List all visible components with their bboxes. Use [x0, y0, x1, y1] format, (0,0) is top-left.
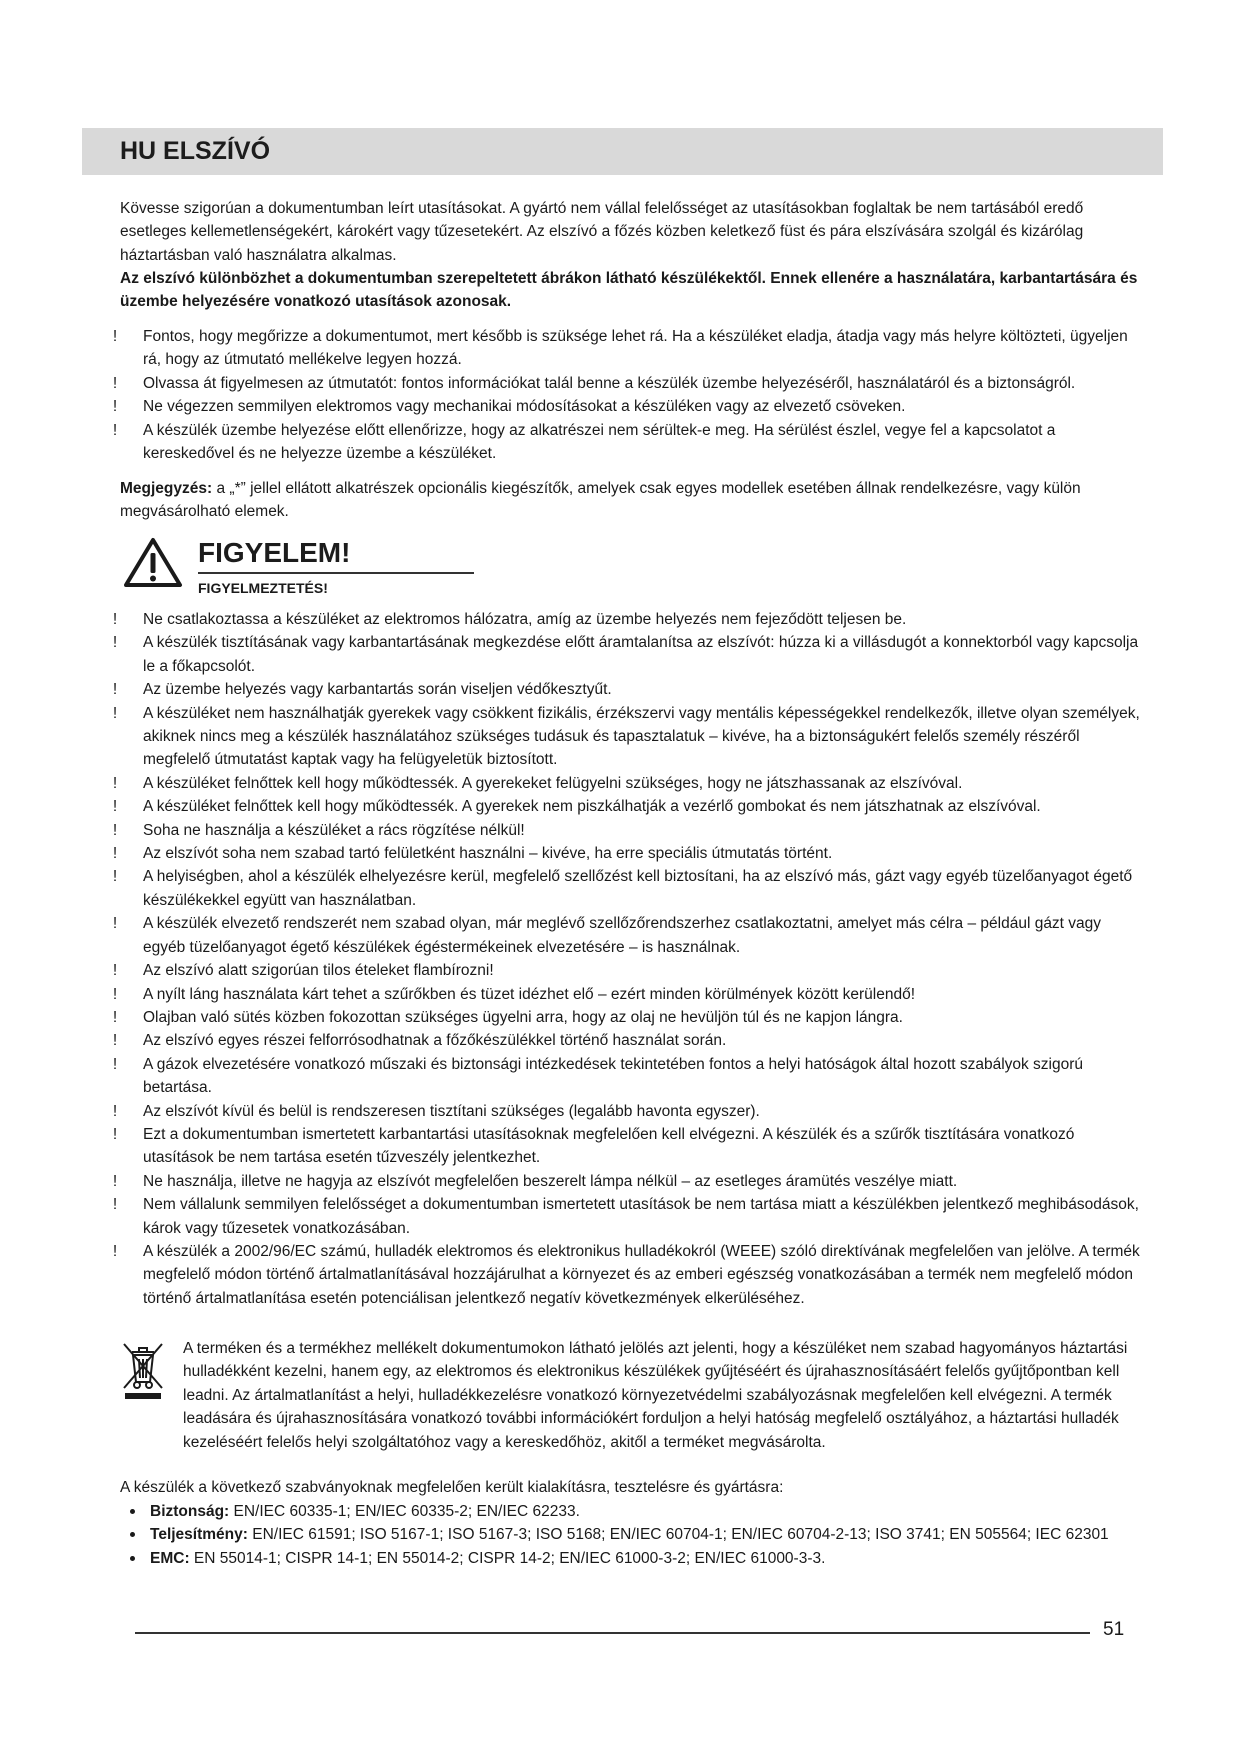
list-item: [105, 678, 1145, 701]
list-item-text: Soha ne használja a készüléket a rács rögzítése nélkül!: [143, 821, 525, 839]
bullet-mark: !: [112, 634, 118, 652]
intro-paragraph: Kövesse szigorúan a dokumentumban leírt utasításokat. A gyártó nem vállal felelősséget az utasításokban foglaltak be nem tartásából eredő esetleges kellemetlenségekért, károkért vagy tűzesetekért. Az elszívó a főzés közben keletkező füst és pára elszívására szolgál és kizárólag háztartásban való használatra alkalmas.: [120, 200, 1084, 264]
bold-notice: Az elszívó különbözhet a dokumentumban szerepeltetett ábrákon látható készülékektől. Ennek ellenére a használatára, karbantartására és üzembe helyezésére vonatkozó utasítások azonosak.: [120, 270, 1138, 311]
list-item: [105, 1100, 1145, 1123]
page-number: 51: [1103, 1619, 1125, 1640]
list-item: [105, 772, 1145, 795]
list-item-text: Ezt a dokumentumban ismertetett karbantartási utasításoknak megfelelően kell elvégezni. A készülék és a szűrők tisztítására vonatkozó utasítások be nem tartása esetén tűzveszély jelentkezhet.: [143, 1125, 1075, 1167]
bullet-mark: !: [112, 915, 118, 933]
warning-instructions-list: [105, 608, 1145, 1310]
bullet-mark: !: [112, 1242, 118, 1260]
bullet-mark: !: [112, 774, 118, 792]
bullet-mark: !: [112, 1196, 118, 1214]
list-item-text: Nem vállalunk semmilyen felelősséget a dokumentumban ismertetett utasítások be nem tartása miatt a készülékben jelentkező meghibásodások, károk vagy tűzesetek vonatkozásában.: [143, 1196, 1139, 1237]
warning-subtitle: FIGYELMEZTETÉS!: [198, 580, 328, 596]
note-text: a „*” jellel ellátott alkatrészek opcionális kiegészítők, amelyek csak egyes modellek esetében állnak rendelkezésre, vagy külön megvásárolható elemek.: [120, 480, 1081, 521]
list-item-text: A nyílt láng használata kárt tehet a szűrőkben és tüzet idézhet elő – ezért minden körülmények között kerülendő!: [143, 985, 916, 1003]
list-item-text: Az elszívót soha nem szabad tartó felületként használni – kivéve, ha erre speciális útmutatás történt.: [143, 845, 833, 863]
standard-label: Biztonság:: [150, 1503, 230, 1520]
list-item: [105, 325, 1145, 372]
list-item-text: Olvassa át figyelmesen az útmutatót: fontos információkat talál benne a készülék üzembe helyezéséről, használatáról és a biztonságról.: [143, 374, 1076, 392]
standard-text: EN 55014-1; CISPR 14-1; EN 55014-2; CISPR 14-2; EN/IEC 61000-3-2; EN/IEC 61000-3-3.: [189, 1549, 826, 1567]
list-item: [105, 842, 1145, 865]
standards-list: [120, 1500, 1140, 1570]
bullet-mark: !: [112, 611, 118, 628]
list-item: [105, 1240, 1145, 1310]
bullet-dot: [130, 1509, 135, 1514]
list-item: [105, 1029, 1145, 1052]
warning-title: FIGYELEM!: [198, 537, 351, 568]
list-item: [105, 1193, 1145, 1240]
list-item-text: A helyiségben, ahol a készülék elhelyezésre kerül, megfelelő szellőzést kell biztosítani, ha az elszívó más, gázt vagy egyéb tüzelőanyagot égető készülékekkel együtt van használatban.: [143, 868, 1133, 909]
bullet-mark: !: [112, 985, 118, 1003]
list-item: [105, 795, 1145, 818]
standards-intro: A készülék a következő szabványoknak megfelelően került kialakításra, tesztelésre és gyártásra:: [120, 1479, 784, 1496]
standard-item: [120, 1500, 1140, 1523]
standard-label: EMC:: [150, 1549, 190, 1567]
bullet-mark: !: [112, 821, 118, 839]
section-title: HU ELSZÍVÓ: [120, 137, 271, 165]
note-label: Megjegyzés:: [120, 480, 213, 497]
bullet-mark: !: [112, 398, 118, 416]
list-item: [105, 631, 1145, 678]
list-item-text: Az üzembe helyezés vagy karbantartás során viseljen védőkesztyűt.: [143, 681, 612, 699]
list-item-text: Az elszívó alatt szigorúan tilos ételeket flambírozni!: [143, 962, 494, 980]
general-instructions-list: [105, 325, 1145, 465]
bullet-mark: !: [112, 1125, 118, 1143]
standard-item: [120, 1523, 1140, 1546]
standard-item: [120, 1547, 1140, 1570]
list-item-text: Az elszívó egyes részei felforrósodhatnak a főzőkészülékkel történő használat során.: [143, 1032, 727, 1050]
list-item-text: A készülék a 2002/96/EC számú, hulladék elektromos és elektronikus hulladékokról (WEEE) szóló direktívának megfelelően van jelölve. A termék megfelelő módon történő ártalmatlanításával hozzájárulhat a környezet és az emberi egészség vonatkozásában a termék nem megfelelő módon történő ártalmatlanítása esetén potenciálisan jelentkező negatív következmények elkerüléséhez.: [143, 1242, 1140, 1307]
warning-triangle-icon: [123, 536, 183, 588]
bullet-mark: !: [112, 845, 118, 863]
list-item: [105, 702, 1145, 772]
list-item: [105, 419, 1145, 466]
list-item: [105, 1006, 1145, 1029]
list-item-text: A készüléket nem használhatják gyerekek vagy csökkent fizikális, érzékszervi vagy mentális képességekkel rendelkezők, illetve olyan személyek, akiknek nincs meg a készülék használatához szükséges tudásuk és tapasztalatuk – kivéve, ha a biztonságukért felelős személy részéről megfelelő útmutatást kaptak vagy ha felügyeletük biztosított.: [143, 704, 1140, 769]
footer-rule: [135, 1632, 1090, 1634]
list-item: [105, 912, 1145, 959]
bullet-mark: !: [112, 374, 118, 392]
list-item-text: Ne végezzen semmilyen elektromos vagy mechanikai módosításokat a készüléken vagy az elvezető csöveken.: [143, 398, 906, 416]
list-item: [105, 372, 1145, 395]
section-header-bar: [82, 128, 1163, 175]
bullet-dot: [130, 1532, 135, 1537]
bullet-mark: !: [112, 421, 118, 439]
list-item-text: A gázok elvezetésére vonatkozó műszaki és biztonsági intézkedések tekintetében fontos a helyi hatóságok által hozott szabályok szigorú betartása.: [143, 1055, 1084, 1097]
bullet-dot: [130, 1556, 135, 1561]
list-item-text: Fontos, hogy megőrizze a dokumentumot, mert később is szüksége lehet rá. Ha a készüléket eladja, átadja vagy más helyre költözteti, ügyeljen rá, hogy az útmutató mellékelve legyen hozzá.: [143, 328, 1128, 369]
list-item: [105, 865, 1145, 912]
list-item: [105, 983, 1145, 1006]
list-item-text: A készülék elvezető rendszerét nem szabad olyan, már meglévő szellőzőrendszerhez csatlakoztatni, amelyet más célra – például gázt vagy egyéb tüzelőanyagot égető készülékek égéstermékeinek elvezetésére – is használnak.: [143, 915, 1102, 956]
list-item-text: A készüléket felnőttek kell hogy működtessék. A gyerekeket felügyelni szükséges, hogy ne játszhassanak az elszívóval.: [143, 774, 963, 792]
list-item: [105, 959, 1145, 982]
bullet-mark: !: [112, 328, 118, 345]
bullet-mark: !: [112, 1102, 118, 1120]
warning-title-underline: [198, 572, 474, 574]
bullet-mark: !: [112, 1172, 118, 1190]
list-item: [105, 819, 1145, 842]
bullet-mark: !: [112, 962, 118, 980]
list-item-text: Ne csatlakoztassa a készüléket az elektromos hálózatra, amíg az üzembe helyezés nem fejeződött teljesen be.: [143, 611, 907, 628]
weee-paragraph: A terméken és a termékhez mellékelt dokumentumokon látható jelölés azt jelenti, hogy a készüléket nem szabad hagyományos háztartási hulladékként kezelni, hanem egy, az elektromos és elektronikus készülékek gyűjtéséért és újrahasznosításáért felelős gyűjtőpontban kell leadni. Az ártalmatlanítást a helyi, hulladékkezelésre vonatkozó környezetvédelmi szabályozásnak megfelelően kell elvégezni. A termék leadására és újrahasznosítására vonatkozó további információkért forduljon a helyi hatóság megfelelő osztályához, a háztartási hulladék kezeléséért felelős helyi szolgáltatóhoz vagy a kereskedőhöz, akitől a terméket megvásárolta.: [183, 1340, 1128, 1451]
list-item: [105, 1053, 1145, 1100]
bullet-mark: !: [112, 1032, 118, 1050]
standard-label: Teljesítmény:: [150, 1526, 248, 1544]
standard-text: EN/IEC 60335-1; EN/IEC 60335-2; EN/IEC 62233.: [229, 1503, 580, 1520]
list-item-text: A készülék tisztításának vagy karbantartásának megkezdése előtt áramtalanítsa az elszívót: húzza ki a villásdugót a konnektorból vagy kapcsolja le a főkapcsolót.: [143, 634, 1139, 675]
list-item: [105, 608, 1145, 631]
standard-text: EN/IEC 61591; ISO 5167-1; ISO 5167-3; ISO 5168; EN/IEC 60704-1; EN/IEC 60704-2-13; ISO 3741; EN 505564; IEC 62301: [247, 1526, 1109, 1544]
bullet-mark: !: [112, 681, 118, 699]
list-item-text: Az elszívót kívül és belül is rendszeresen tisztítani szükséges (legalább havonta egyszer).: [143, 1102, 760, 1120]
note-paragraph: [120, 477, 1140, 524]
list-item: [105, 1170, 1145, 1193]
list-item: [105, 1123, 1145, 1170]
list-item-text: A készülék üzembe helyezése előtt ellenőrizze, hogy az alkatrészei nem sérültek-e meg. Ha sérülést észlel, vegye fel a kapcsolatot a kereskedővel és ne helyezze üzembe a készüléket.: [143, 421, 1056, 463]
bullet-mark: !: [112, 704, 118, 722]
bullet-mark: !: [112, 798, 118, 816]
bullet-mark: !: [112, 868, 118, 886]
bullet-mark: !: [112, 1008, 118, 1026]
bullet-mark: !: [112, 1055, 118, 1073]
list-item-text: A készüléket felnőttek kell hogy működtessék. A gyerekek nem piszkálhatják a vezérlő gombokat és nem játszhatnak az elszívóval.: [143, 798, 1041, 816]
list-item-text: Ne használja, illetve ne hagyja az elszívót megfelelően beszerelt lámpa nélkül – az esetleges áramütés veszélye miatt.: [143, 1172, 958, 1190]
list-item: [105, 395, 1145, 418]
warning-block: [123, 536, 523, 600]
list-item-text: Olajban való sütés közben fokozottan szükséges ügyelni arra, hogy az olaj ne hevüljön túl és ne kapjon lángra.: [143, 1008, 903, 1026]
weee-crossed-bin-icon: [120, 1340, 166, 1400]
